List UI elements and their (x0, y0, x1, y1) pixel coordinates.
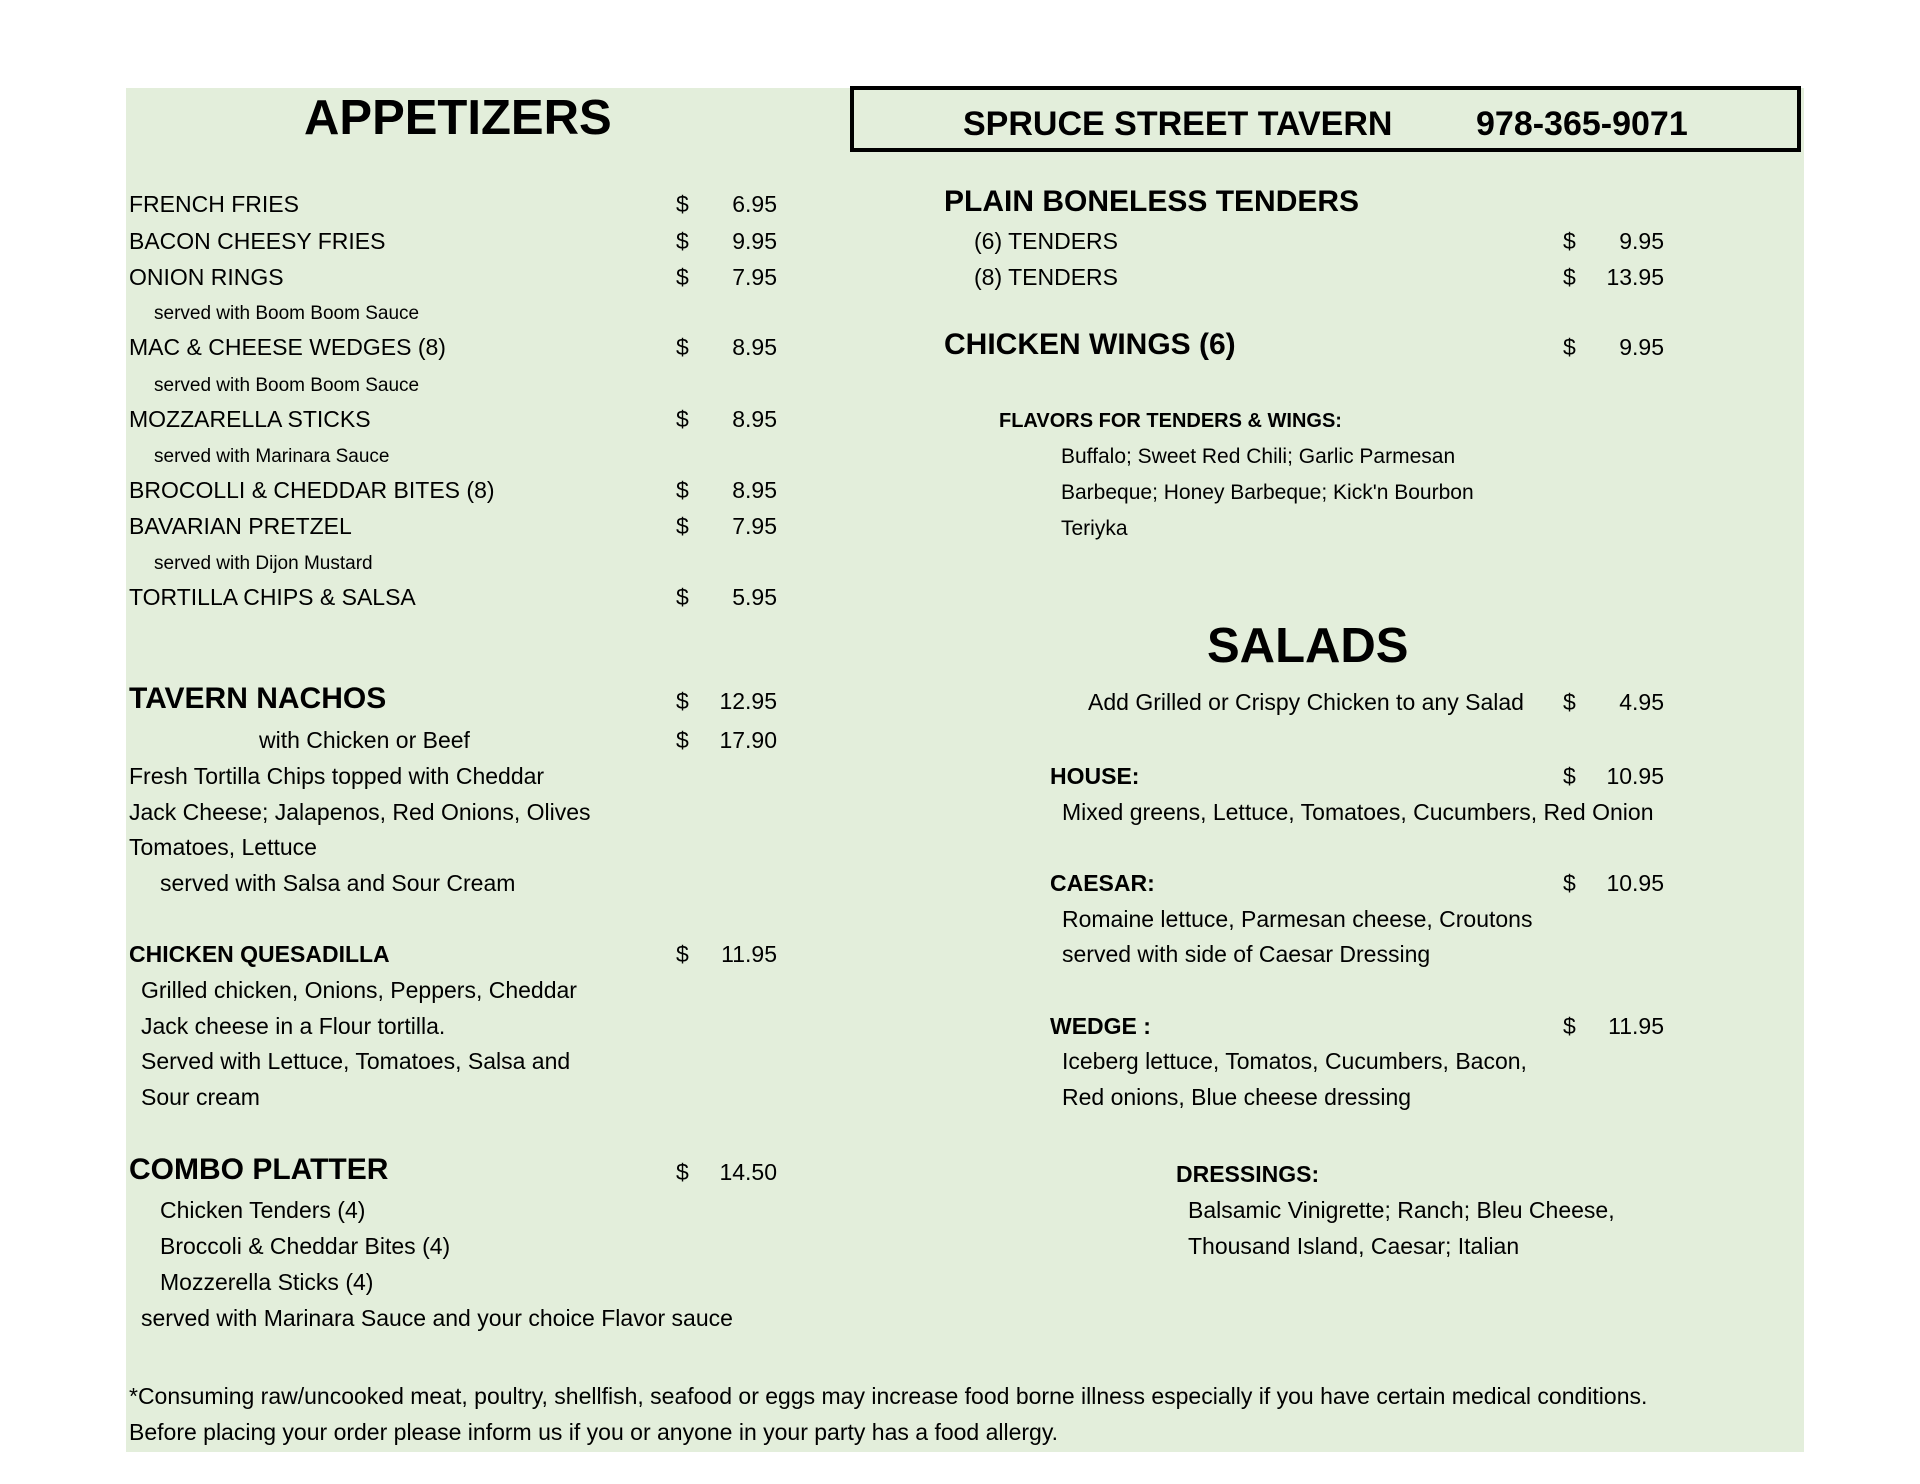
price-currency: $ (676, 406, 689, 432)
price-amount: 9.95 (732, 228, 777, 254)
nachos-description: Jack Cheese; Jalapenos, Red Onions, Olives (129, 799, 591, 825)
allergy-disclaimer: Before placing your order please inform us if you or anyone in your party has a food allergy. (129, 1419, 1059, 1445)
tenders-title: PLAIN BONELESS TENDERS (944, 185, 1360, 218)
price-amount: 14.50 (719, 1159, 777, 1185)
flavors-title: FLAVORS FOR TENDERS & WINGS: (999, 410, 1342, 432)
price-amount: 10.95 (1606, 763, 1664, 789)
quesadilla-description: Grilled chicken, Onions, Peppers, Cheddar (141, 977, 577, 1003)
price-amount: 6.95 (732, 191, 777, 217)
price-currency: $ (1563, 228, 1576, 254)
price-amount: 7.95 (732, 513, 777, 539)
price-amount: 12.95 (719, 688, 777, 714)
price-currency: $ (1563, 264, 1576, 290)
price-currency: $ (1563, 1013, 1576, 1039)
price-currency: $ (676, 513, 689, 539)
flavor-line: Buffalo; Sweet Red Chili; Garlic Parmesan (1061, 445, 1456, 468)
quesadilla-description: Sour cream (141, 1084, 260, 1110)
salads-title: SALADS (1207, 619, 1409, 673)
price-currency: $ (676, 688, 689, 714)
quesadilla-title: CHICKEN QUESADILLA (129, 941, 390, 967)
menu-item-name: BAVARIAN PRETZEL (129, 513, 352, 539)
menu-item-name: FRENCH FRIES (129, 191, 299, 217)
restaurant-phone: 978-365-9071 (1476, 105, 1688, 143)
menu-item-name: (6) TENDERS (974, 228, 1118, 254)
price-currency: $ (676, 727, 689, 753)
nachos-title: TAVERN NACHOS (129, 682, 387, 715)
salad-description: Iceberg lettuce, Tomatos, Cucumbers, Bacon, (1062, 1048, 1527, 1074)
menu-item-name: MAC & CHEESE WEDGES (8) (129, 334, 446, 360)
combo-item: Broccoli & Cheddar Bites (4) (160, 1233, 451, 1259)
price-currency: $ (676, 584, 689, 610)
price-amount: 7.95 (732, 264, 777, 290)
price-currency: $ (676, 477, 689, 503)
price-currency: $ (1563, 334, 1576, 360)
nachos-option: with Chicken or Beef (259, 727, 470, 753)
menu-item-name: BROCOLLI & CHEDDAR BITES (8) (129, 477, 495, 503)
flavor-line: Barbeque; Honey Barbeque; Kick'n Bourbon (1061, 481, 1474, 504)
price-amount: 8.95 (732, 334, 777, 360)
dressings-line: Thousand Island, Caesar; Italian (1188, 1233, 1520, 1259)
nachos-note: served with Salsa and Sour Cream (160, 870, 516, 896)
price-amount: 8.95 (732, 406, 777, 432)
menu-item-name: (8) TENDERS (974, 264, 1118, 290)
salad-name: CAESAR: (1050, 870, 1155, 896)
salad-description: served with side of Caesar Dressing (1062, 941, 1431, 967)
price-currency: $ (676, 1159, 689, 1185)
combo-note: served with Marinara Sauce and your choice Flavor sauce (141, 1305, 733, 1331)
salad-name: HOUSE: (1050, 763, 1140, 789)
price-currency: $ (676, 228, 689, 254)
price-currency: $ (1563, 689, 1576, 715)
menu-item-name: BACON CHEESY FRIES (129, 228, 386, 254)
price-currency: $ (1563, 763, 1576, 789)
salad-description: Red onions, Blue cheese dressing (1062, 1084, 1412, 1110)
menu-item-name: ONION RINGS (129, 264, 284, 290)
price-currency: $ (676, 941, 689, 967)
quesadilla-description: Jack cheese in a Flour tortilla. (141, 1013, 446, 1039)
salad-name: WEDGE : (1050, 1013, 1151, 1039)
menu-item-note: served with Boom Boom Sauce (154, 375, 420, 396)
quesadilla-description: Served with Lettuce, Tomatoes, Salsa and (141, 1048, 571, 1074)
price-amount: 13.95 (1606, 264, 1664, 290)
dressings-title: DRESSINGS: (1176, 1161, 1320, 1187)
menu-item-note: served with Boom Boom Sauce (154, 303, 420, 324)
combo-item: Chicken Tenders (4) (160, 1197, 366, 1223)
price-currency: $ (676, 334, 689, 360)
price-amount: 10.95 (1606, 870, 1664, 896)
price-amount: 4.95 (1619, 689, 1664, 715)
price-amount: 11.95 (721, 941, 777, 967)
price-amount: 11.95 (1608, 1013, 1664, 1039)
wings-title: CHICKEN WINGS (6) (944, 328, 1236, 361)
menu-item-note: served with Dijon Mustard (154, 553, 373, 574)
salad-addon: Add Grilled or Crispy Chicken to any Salad (1088, 689, 1524, 715)
appetizers-title: APPETIZERS (304, 91, 612, 145)
nachos-description: Fresh Tortilla Chips topped with Cheddar (129, 763, 545, 789)
price-currency: $ (676, 191, 689, 217)
price-amount: 5.95 (732, 584, 777, 610)
combo-title: COMBO PLATTER (129, 1153, 389, 1186)
combo-item: Mozzerella Sticks (4) (160, 1269, 374, 1295)
flavor-line: Teriyka (1061, 517, 1128, 540)
restaurant-name: SPRUCE STREET TAVERN (963, 105, 1393, 143)
salad-description: Mixed greens, Lettuce, Tomatoes, Cucumbers, Red Onion (1062, 799, 1654, 825)
menu-item-note: served with Marinara Sauce (154, 446, 390, 467)
menu-item-name: TORTILLA CHIPS & SALSA (129, 584, 416, 610)
price-currency: $ (1563, 870, 1576, 896)
price-amount: 9.95 (1619, 228, 1664, 254)
price-currency: $ (676, 264, 689, 290)
price-amount: 17.90 (719, 727, 777, 753)
nachos-description: Tomatoes, Lettuce (129, 834, 317, 860)
dressings-line: Balsamic Vinigrette; Ranch; Bleu Cheese, (1188, 1197, 1615, 1223)
price-amount: 8.95 (732, 477, 777, 503)
allergy-disclaimer: *Consuming raw/uncooked meat, poultry, shellfish, seafood or eggs may increase food borne illness especially if you have certain medical conditions. (129, 1383, 1648, 1409)
salad-description: Romaine lettuce, Parmesan cheese, Croutons (1062, 906, 1533, 932)
price-amount: 9.95 (1619, 334, 1664, 360)
menu-item-name: MOZZARELLA STICKS (129, 406, 371, 432)
